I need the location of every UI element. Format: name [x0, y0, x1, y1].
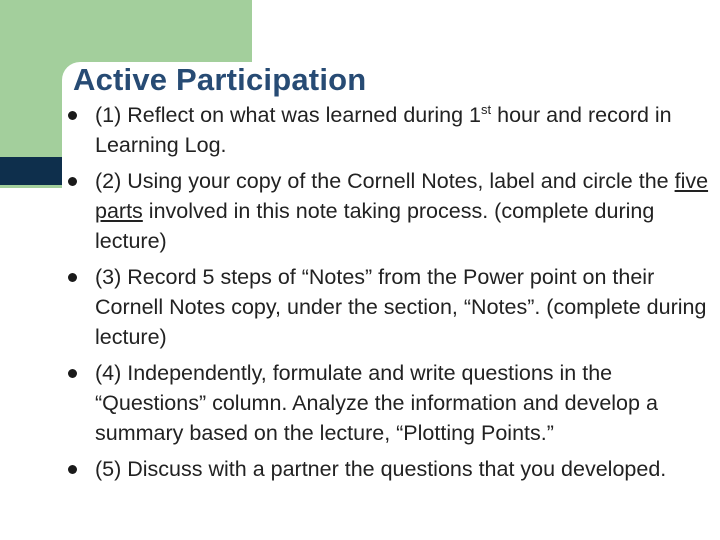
item-text: (2) Using your copy of the Cornell Notes, label and circle the [95, 169, 675, 193]
list-item [68, 358, 718, 448]
bullet-dot [68, 273, 77, 282]
item-superscript: st [481, 101, 492, 117]
underlined-word: parts [95, 199, 143, 223]
bullet-list [68, 100, 718, 484]
item-text: (5) Discuss with a partner the questions that you developed. [95, 457, 667, 481]
item-text: (3) Record 5 steps of “Notes” from the Power point on their Cornell Notes copy, under the section, “Notes”. (complete during lecture) [95, 265, 707, 349]
list-item [68, 262, 718, 352]
slide-title: Active Participation [73, 62, 367, 97]
item-text: (1) Reflect on what was learned during 1 [95, 103, 482, 127]
bullet-dot [68, 111, 77, 120]
list-item [68, 166, 718, 256]
bullet-dot [68, 369, 77, 378]
bullet-dot [68, 465, 77, 474]
item-text: (4) Independently, formulate and write questions in the “Questions” column. Analyze the information and develop a summary based on the lecture, “Plotting Points.” [95, 361, 658, 445]
item-text: involved in this note taking process. (complete during lecture) [95, 199, 655, 253]
list-item [68, 454, 718, 484]
bullet-dot [68, 177, 77, 186]
item-text: hour and record in Learning Log. [95, 103, 672, 157]
underlined-word: five [674, 169, 709, 193]
list-item [68, 100, 718, 160]
